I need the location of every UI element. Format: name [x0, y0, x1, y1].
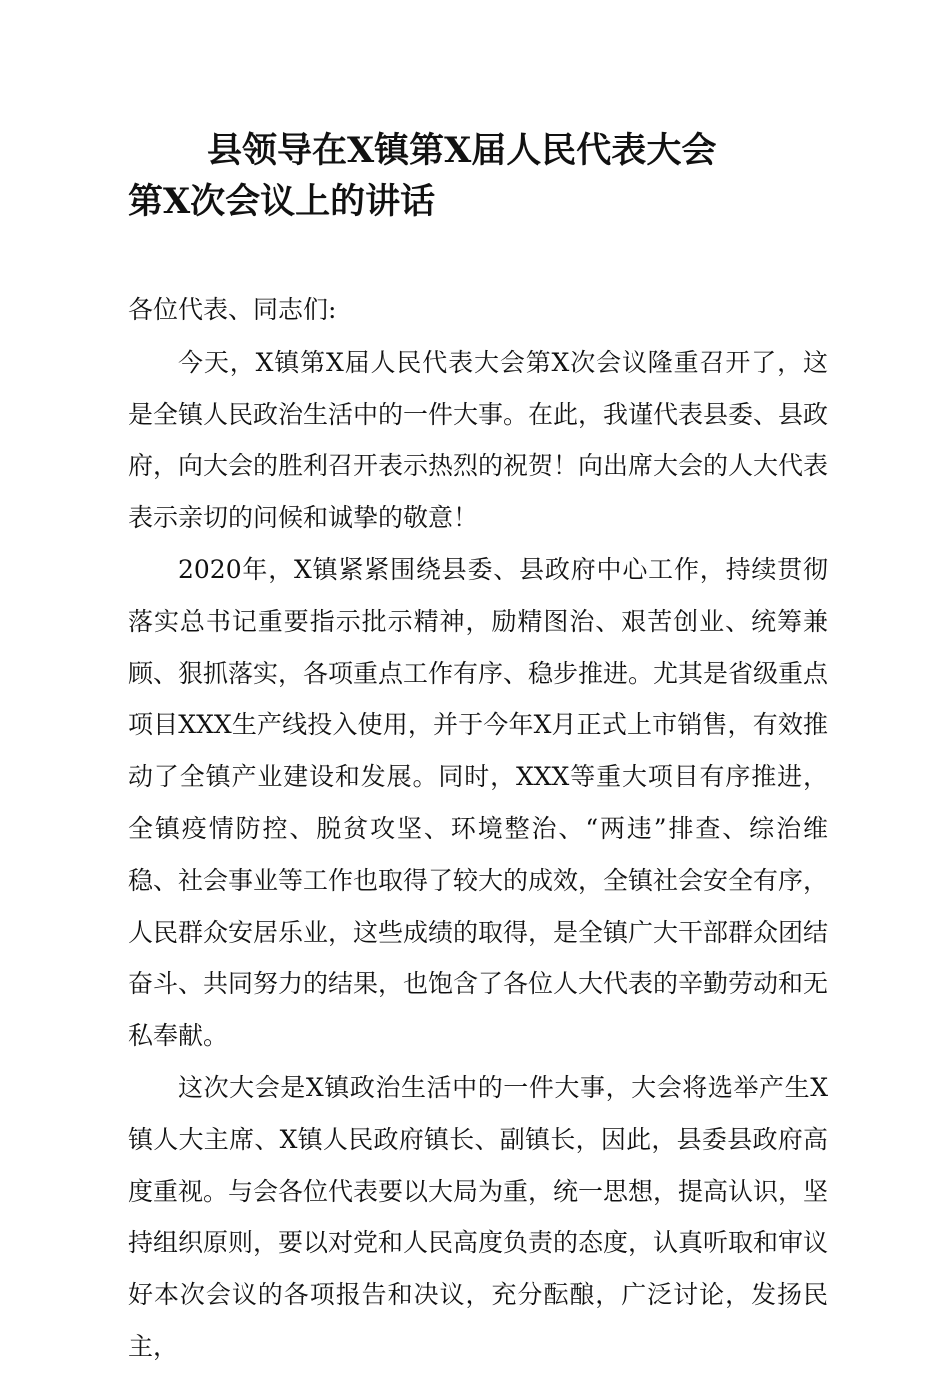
salutation: 各位代表、同志们: — [128, 295, 337, 324]
paragraph-achievements: 2020年，X镇紧紧围绕县委、县政府中心工作，持续贯彻落实总书记重要指示批示精神，励精图治、艰苦创业、统筹兼顾、狠抓落实，各项重点工作有序、稳步推进。尤其是省级重点项目XXX生产线投入使用，并于今年X月正式上市销售，有效推动了全镇产业建设和发展。同时，XXX等重大项目有序推进，全镇疫情防控、脱贫攻坚、环境整治、“两违”排查、综治维稳、社会事业等工作也取得了较大的成效，全镇社会安全有序，人民群众安居乐业，这些成绩的取得，是全镇广大干部群众团结奋斗、共同努力的结果，也饱含了各位人大代表的辛勤劳动和无私奉献。 — [128, 554, 829, 1051]
title-line-1: 县领导在X镇第X届人民代表大会 — [207, 130, 717, 171]
title-line-2: 第X次会议上的讲话 — [128, 181, 436, 222]
speech-body — [128, 284, 828, 1373]
paragraph-opening: 今天，X镇第X届人民代表大会第X次会议隆重召开了，这是全镇人民政治生活中的一件大事。在此，我谨代表县委、县政府，向大会的胜利召开表示热烈的祝贺！向出席大会的人大代表表示亲切的问候和诚挚的敬意！ — [128, 347, 829, 533]
paragraph-requirements: 这次大会是X镇政治生活中的一件大事，大会将选举产生X镇人大主席、X镇人民政府镇长、副镇长，因此，县委县政府高度重视。与会各位代表要以大局为重，统一思想，提高认识，坚持组织原则，要以对党和人民高度负责的态度，认真听取和审议好本次会议的各项报告和决议，充分酝酿，广泛讨论，发扬民主， — [128, 1072, 829, 1361]
